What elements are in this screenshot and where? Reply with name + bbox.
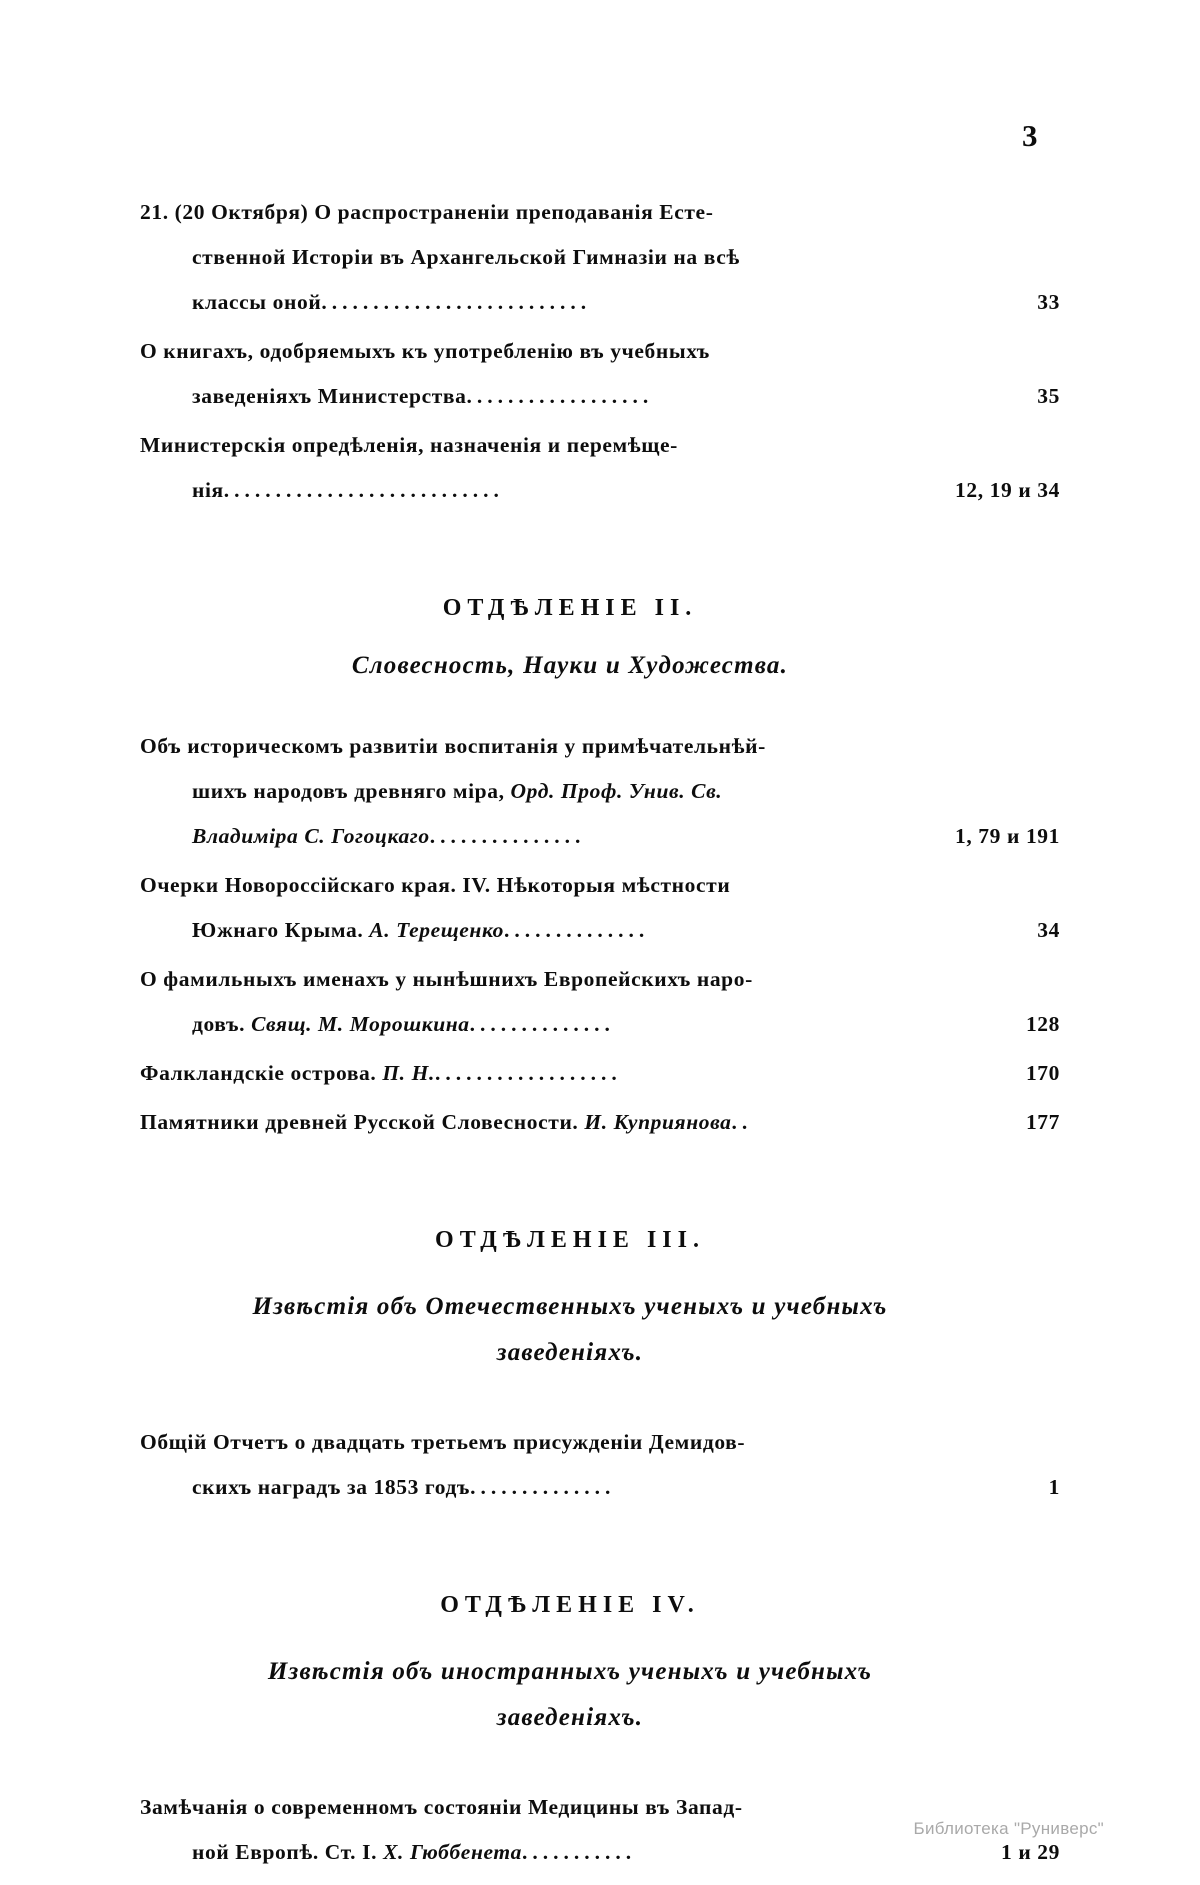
toc-entry-line: Фалкландскіе острова. П. Н................... 170 (140, 1051, 1060, 1096)
toc-entry-line: Памятники древней Русской Словесности. И. Куприянова.. 177 (140, 1100, 1060, 1145)
leader-dots: .......................... (321, 290, 592, 314)
toc-group-section-three (140, 1420, 1060, 1510)
toc-page-number: 128 (1025, 1012, 1060, 1036)
toc-entry-line: заведеніяхъ Министерства.................. 35 (140, 374, 1060, 419)
toc-page-number: 1 и 29 (1001, 1840, 1060, 1864)
toc-group-section-two (140, 724, 1060, 1145)
section-subheading-4-line2: заведеніяхъ. (496, 1704, 644, 1731)
toc-entry[interactable] (140, 724, 1060, 859)
toc-page-number: 170 (1025, 1061, 1060, 1085)
leader-dots: .................. (466, 384, 654, 408)
section-subheading-4-line1: Извѣстія объ иностранныхъ ученыхъ и учебныхъ (267, 1658, 873, 1685)
section-heading-2: ОТДѢЛЕНІЕ II. (442, 595, 698, 621)
toc-entry-line: нія........................... 12, 19 и 34 (140, 468, 1060, 513)
table-of-contents (140, 190, 1060, 1885)
toc-entry-line: О книгахъ, одобряемыхъ къ употребленію въ учебныхъ (140, 339, 710, 363)
page-number: 3 (1022, 118, 1038, 153)
toc-entry-line: ственной Исторіи въ Архангельской Гимназіи на всѣ (192, 245, 740, 269)
toc-entry-line: шихъ народовъ древняго міра, Орд. Проф. Унив. Св. (192, 779, 723, 803)
toc-entry-line: Общій Отчетъ о двадцать третьемъ присужденіи Демидов- (140, 1430, 746, 1454)
toc-entry-line: скихъ наградъ за 1853 годъ.............. 1 (140, 1465, 1060, 1510)
toc-entry[interactable] (140, 423, 1060, 513)
library-watermark: Библиотека "Руниверс" (913, 1819, 1104, 1838)
toc-author: Свящ. М. Морошкина (251, 1012, 470, 1036)
toc-entry-line: Объ историческомъ развитіи воспитанія у примѣчательнѣй- (140, 734, 766, 758)
toc-entry-line: ной Европѣ. Ст. I. Х. Гюббенета........... 1 и 29 (140, 1830, 1060, 1875)
toc-entry-line: Очерки Новороссійскаго края. IV. Нѣкоторыя мѣстности (140, 873, 731, 897)
toc-entry-line: Южнаго Крыма. А. Терещенко.............. 34 (140, 908, 1060, 953)
toc-entry-line (140, 814, 1060, 859)
leader-dots: .............. (469, 1012, 615, 1036)
toc-group-section-one (140, 190, 1060, 513)
toc-page-number: 12, 19 и 34 (955, 478, 1060, 502)
section-subheading-4 (140, 1649, 1060, 1741)
toc-entry[interactable] (140, 957, 1060, 1047)
toc-page-number: 177 (1025, 1110, 1060, 1134)
toc-author: А. Терещенко (369, 918, 504, 942)
toc-page-number: 1, 79 и 191 (955, 824, 1060, 848)
section-heading-3: ОТДѢЛЕНІЕ III. (435, 1227, 705, 1253)
leader-dots: ........... (522, 1840, 637, 1864)
section-subheading-3-line2: заведеніяхъ. (496, 1339, 644, 1366)
leader-dots: ........................... (223, 478, 504, 502)
leader-dots: .............. (470, 1475, 616, 1499)
section-heading-4: ОТДѢЛЕНІЕ IV. (440, 1592, 700, 1618)
toc-entry-line: 21. (20 Октября) О распространеніи преподаванія Есте- (140, 200, 714, 224)
toc-entry-line: Министерскія опредѣленія, назначенія и перемѣще- (140, 433, 678, 457)
toc-entry[interactable] (140, 1420, 1060, 1510)
toc-entry-line: классы оной.......................... 33 (140, 280, 1060, 325)
toc-author: Х. Гюббенета (383, 1840, 523, 1864)
leader-dots: .............. (504, 918, 650, 942)
toc-page-number: 34 (1037, 918, 1060, 942)
section-subheading-2: Словесность, Науки и Художества. (351, 652, 789, 679)
toc-author: Орд. Проф. Унив. Св. (510, 779, 723, 803)
toc-entry[interactable] (140, 863, 1060, 953)
toc-entry-line: О фамильныхъ именахъ у нынѣшнихъ Европейскихъ наро- (140, 967, 753, 991)
leader-dots: .. (731, 1110, 753, 1134)
leader-dots: .................. (434, 1061, 622, 1085)
toc-page-number: 1 (1048, 1475, 1060, 1499)
toc-author: Владиміра С. Гогоцкаго (192, 824, 430, 848)
leader-dots: ............... (429, 824, 586, 848)
toc-entry[interactable] (140, 190, 1060, 325)
toc-entry[interactable] (140, 329, 1060, 419)
toc-entry[interactable] (140, 1051, 1060, 1096)
toc-author: И. Куприянова (584, 1110, 732, 1134)
toc-page-number: 33 (1037, 290, 1060, 314)
section-subheading-3-line1: Извѣстія объ Отечественныхъ ученыхъ и учебныхъ (252, 1293, 888, 1320)
toc-entry-line: довъ. Свящ. М. Морошкина.............. 128 (140, 1002, 1060, 1047)
toc-entry-line: Замѣчанія о современномъ состояніи Медицины въ Запад- (140, 1795, 743, 1819)
toc-page-number: 35 (1037, 384, 1060, 408)
toc-author: П. Н. (382, 1061, 435, 1085)
section-subheading-3 (140, 1284, 1060, 1376)
toc-entry[interactable] (140, 1100, 1060, 1145)
